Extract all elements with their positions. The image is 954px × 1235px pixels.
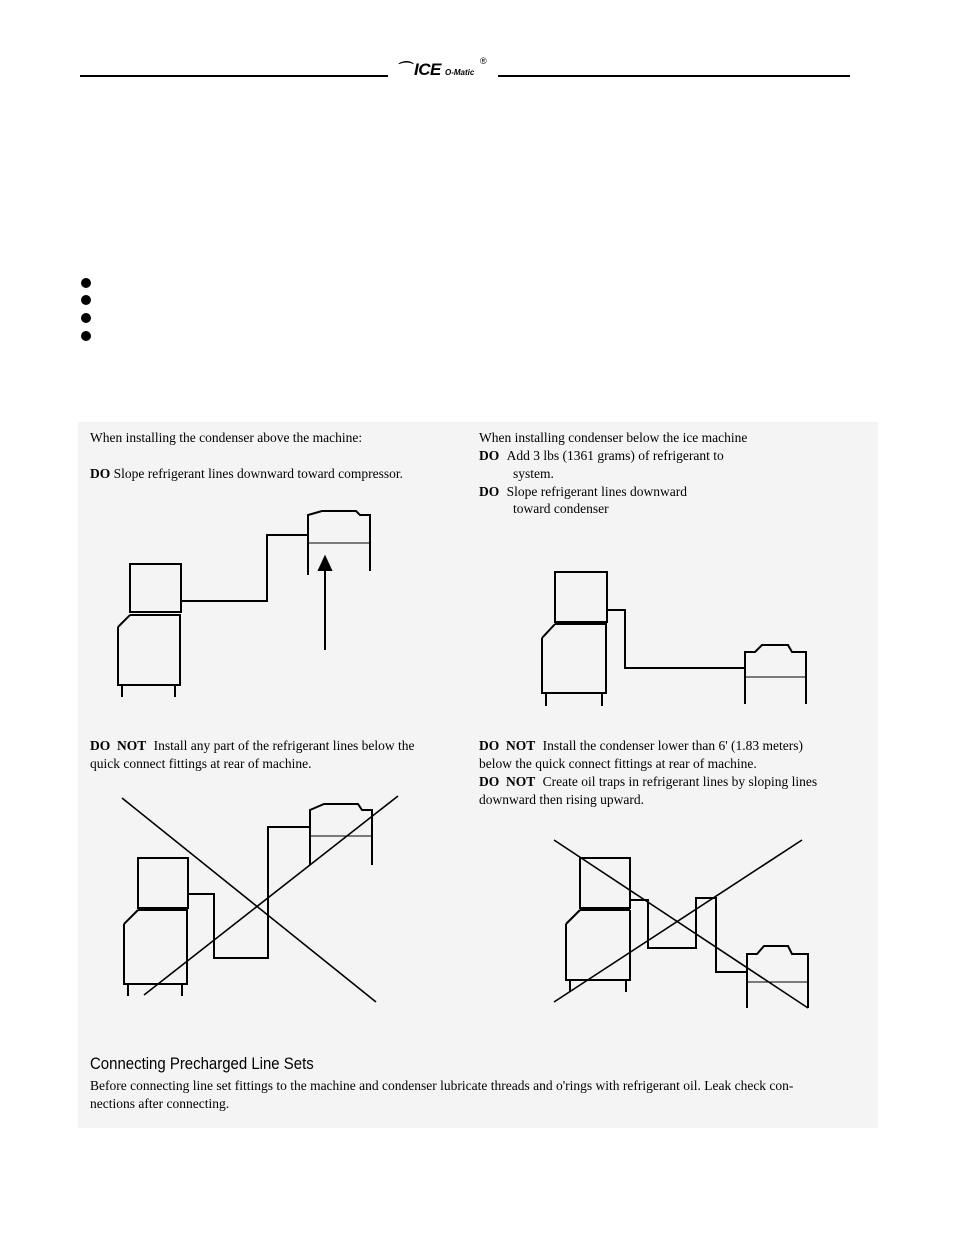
section-body-line-1: Before connecting line set fittings to the machine and condenser lubricate threads and o'rings with refrigerant oil. Leak check con- [90, 1078, 794, 1093]
bottom-right-do-not-1 [479, 737, 803, 755]
do-not-text: Install any part of the refrigerant lines below the [153, 738, 415, 753]
diagram-condenser-above [110, 505, 410, 705]
diagram-condenser-below [530, 560, 830, 760]
top-left-do [90, 465, 403, 483]
bottom-left-do-not-cont: quick connect fittings at rear of machine. [90, 756, 312, 771]
bottom-right-do-not-1-cont: below the quick connect fittings at rear of machine. [479, 756, 757, 771]
do-label: DO [90, 466, 111, 481]
section-heading: Connecting Precharged Line Sets [90, 1054, 314, 1073]
logo-main: ICE [414, 60, 441, 79]
top-left-intro: When installing the condenser above the machine: [90, 430, 363, 445]
diagram-oil-traps-crossed [540, 830, 840, 1030]
top-right-do2-cont: toward condenser [513, 501, 609, 516]
logo-swoosh-icon: ⌒ [396, 61, 412, 78]
top-right-intro: When installing condenser below the ice machine [479, 430, 748, 445]
bullet-dot-1 [81, 278, 91, 288]
bullet-dot-2 [81, 295, 91, 305]
bottom-right-do-not-2-cont: downward then rising upward. [479, 792, 644, 807]
top-right-do1-cont: system. [513, 466, 554, 481]
do-not-text: Create oil traps in refrigerant lines by sloping lines [542, 774, 818, 789]
do-not-label: DO NOT [90, 738, 147, 753]
do-not-label: DO NOT [479, 738, 536, 753]
header-rule-left [80, 75, 392, 77]
logo-sub: O-Matic [445, 68, 475, 77]
bottom-left-do-not [90, 737, 415, 755]
bottom-right-do-not-2 [479, 773, 817, 791]
section-body-line-2: nections after connecting. [90, 1096, 230, 1111]
do-not-text: Install the condenser lower than 6' (1.83 meters) [542, 738, 803, 753]
bullet-dot-3 [81, 313, 91, 323]
ice-o-matic-logo [388, 58, 498, 78]
header-rule-right [488, 75, 850, 77]
do-text: Slope refrigerant lines downward toward compressor. [113, 466, 404, 481]
logo-registered-mark: ® [480, 56, 487, 66]
top-right-do2 [479, 483, 687, 501]
do-text: Add 3 lbs (1361 grams) of refrigerant to [506, 448, 724, 463]
do-label: DO [479, 484, 500, 499]
do-text: Slope refrigerant lines downward [506, 484, 687, 499]
diagram-lines-below-fittings-crossed [110, 790, 410, 1020]
do-not-label: DO NOT [479, 774, 536, 789]
do-label: DO [479, 448, 500, 463]
top-right-do1 [479, 447, 724, 465]
bullet-dot-4 [81, 331, 91, 341]
